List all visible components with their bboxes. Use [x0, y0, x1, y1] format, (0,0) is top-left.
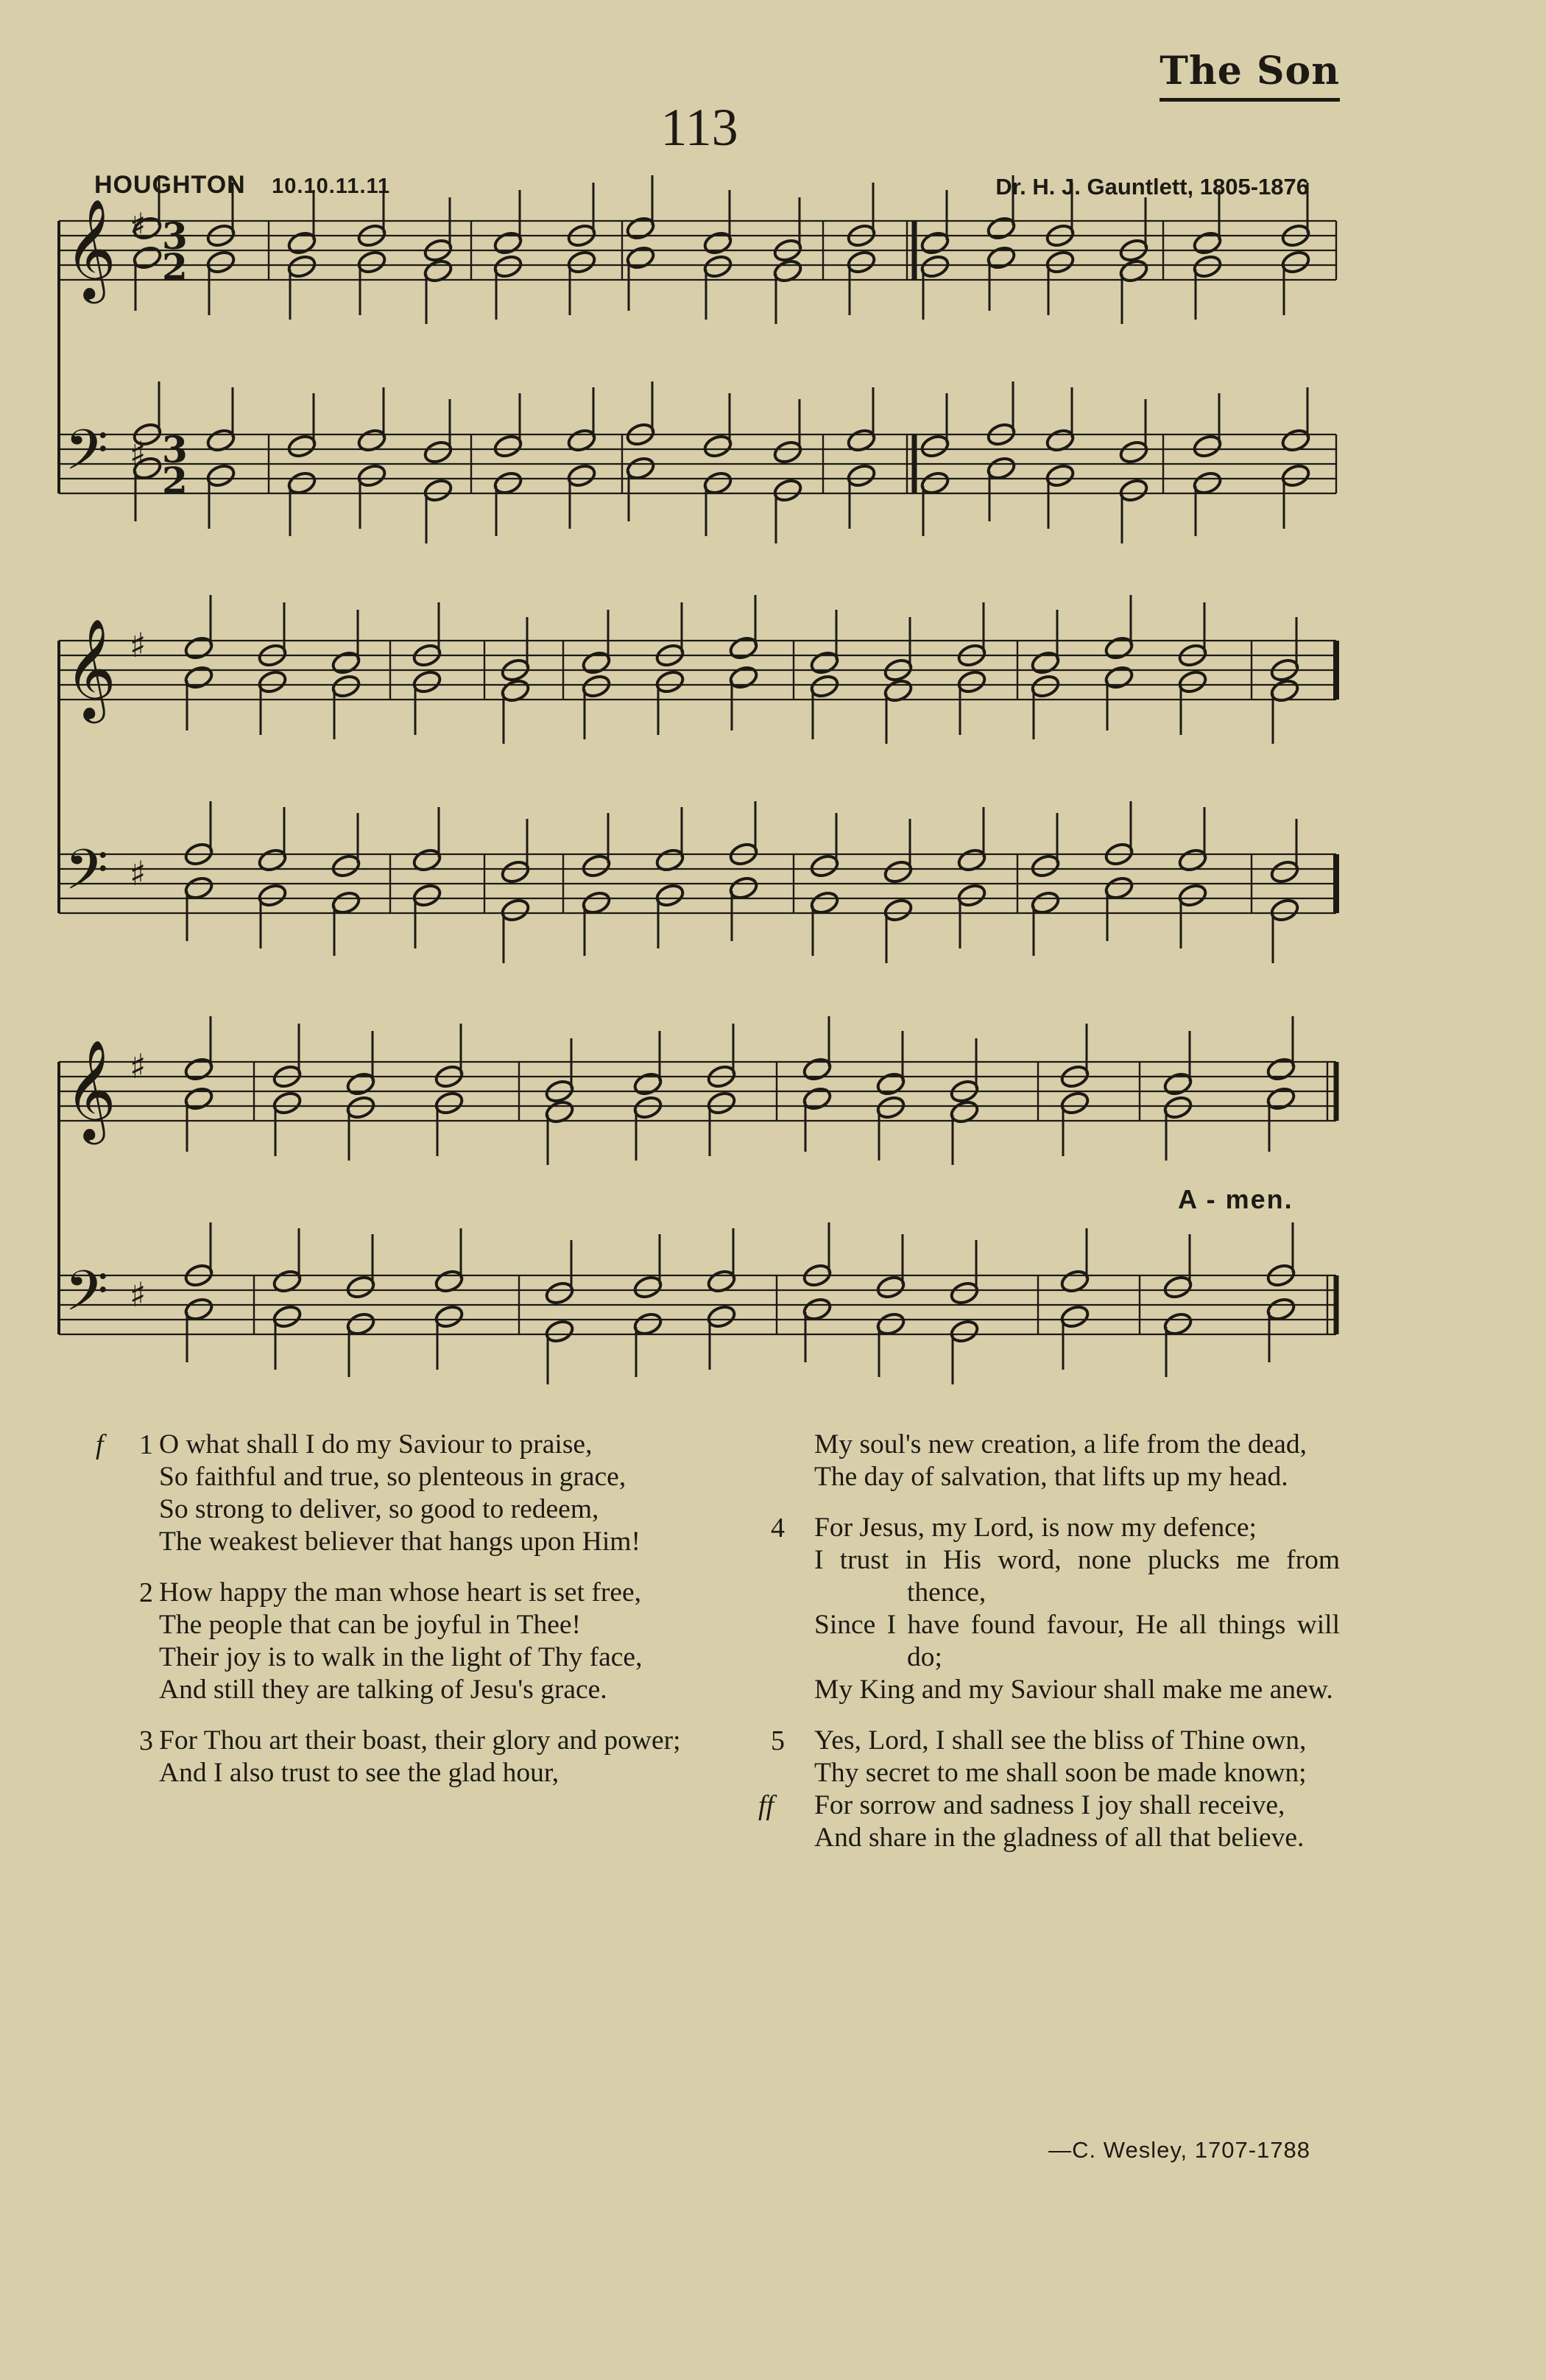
section-title: The Son — [1160, 49, 1340, 102]
time-signature-top: 3 — [162, 428, 188, 471]
verse-line: For Thou art their boast, their glory and power; — [159, 1725, 681, 1756]
verse-line: And share in the gladness of all that believe. — [814, 1823, 1305, 1853]
verse-3-continued — [758, 1429, 1340, 1493]
time-signature-bottom: 2 — [162, 245, 188, 289]
verse-line: The people that can be joyful in Thee! — [159, 1610, 582, 1640]
verse-line: Thy secret to me shall soon be made known; — [814, 1758, 1307, 1788]
verse-2 — [88, 1577, 685, 1706]
verse-line: The day of salvation, that lifts up my head. — [814, 1462, 1288, 1492]
verse-line: For Jesus, my Lord, is now my defence; — [814, 1513, 1257, 1543]
tune-name: HOUGHTON — [94, 171, 246, 199]
key-signature-sharp: ♯ — [130, 434, 147, 473]
verse-line: My soul's new creation, a life from the dead, — [814, 1429, 1307, 1460]
time-signature-top: 3 — [162, 214, 188, 258]
verse-line-dynamic: ff — [758, 1790, 774, 1821]
verse-line — [758, 1789, 1340, 1822]
verse-number: 4 — [771, 1513, 785, 1543]
verse-number: 1 — [139, 1429, 153, 1460]
verse-line-text: For sorrow and sadness I joy shall receive, — [814, 1790, 1285, 1820]
verses-right-column — [758, 1429, 1340, 1873]
composer-credit: Dr. H. J. Gauntlett, 1805-1876 — [995, 174, 1309, 200]
verse-line: And still they are talking of Jesu's grace. — [159, 1675, 607, 1705]
verse-number: 3 — [139, 1725, 153, 1756]
verse-number: 2 — [139, 1577, 153, 1608]
verse-1 — [88, 1429, 685, 1558]
verse-line: And I also trust to see the glad hour, — [159, 1758, 560, 1788]
verse-line: Yes, Lord, I shall see the bliss of Thine own, — [814, 1725, 1307, 1756]
verse-5 — [758, 1725, 1340, 1854]
treble-clef: 𝄞 — [65, 617, 116, 719]
key-signature-sharp: ♯ — [130, 625, 147, 665]
bass-clef: 𝄢 — [65, 837, 109, 916]
verse-dynamic: f — [96, 1429, 104, 1460]
verse-number: 5 — [771, 1725, 785, 1756]
verse-line: The weakest believer that hangs upon Him! — [159, 1527, 640, 1557]
verse-line: My King and my Saviour shall make me anew. — [814, 1675, 1333, 1705]
verse-line: Since I have found favour, He all things will do; — [814, 1610, 1340, 1672]
amen-label: A - men. — [1178, 1184, 1293, 1214]
treble-clef: 𝄞 — [65, 1038, 116, 1140]
bass-clef: 𝄢 — [65, 1258, 109, 1337]
verse-line: How happy the man whose heart is set free, — [159, 1577, 642, 1608]
treble-clef: 𝄞 — [65, 197, 116, 299]
tune-meter: 10.10.11.11 — [272, 175, 391, 198]
verse-line: Their joy is to walk in the light of Thy face, — [159, 1642, 643, 1672]
hymn-number: 113 — [660, 98, 738, 157]
key-signature-sharp: ♯ — [130, 1275, 147, 1314]
verse-3 — [88, 1725, 685, 1789]
time-signature-bottom: 2 — [162, 459, 188, 502]
verse-line: So strong to deliver, so good to redeem, — [159, 1494, 599, 1524]
key-signature-sharp: ♯ — [130, 205, 147, 245]
key-signature-sharp: ♯ — [130, 1046, 147, 1086]
verse-4 — [758, 1512, 1340, 1706]
author-credit: —C. Wesley, 1707-1788 — [1048, 2137, 1310, 2163]
verse-line: O what shall I do my Saviour to praise, — [159, 1429, 593, 1460]
verse-line: So faithful and true, so plenteous in grace, — [159, 1462, 626, 1492]
key-signature-sharp: ♯ — [130, 853, 147, 893]
bass-clef: 𝄢 — [65, 418, 109, 496]
verses-left-column — [88, 1429, 685, 1808]
verse-line: I trust in His word, none plucks me from thence, — [814, 1545, 1340, 1608]
